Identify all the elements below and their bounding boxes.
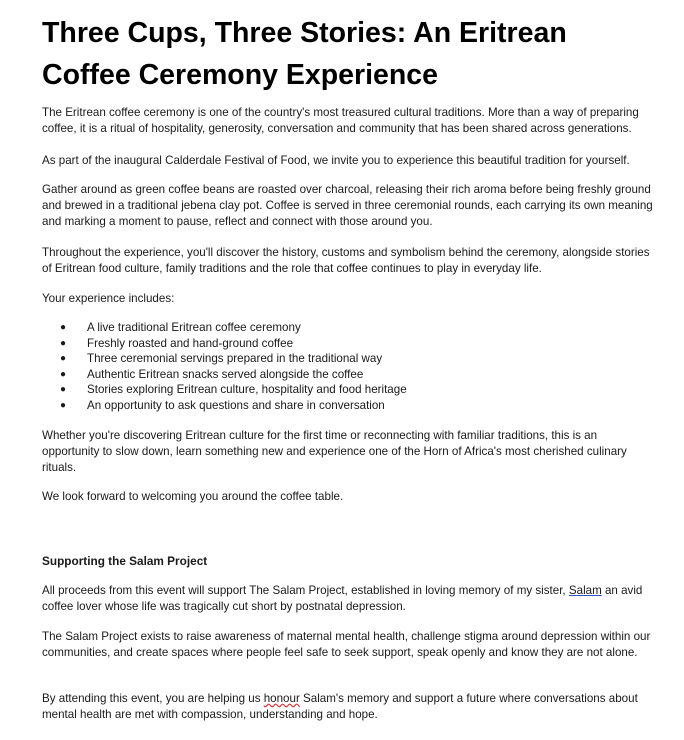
bullet-icon: ● — [60, 368, 67, 380]
bullet-icon: ● — [60, 353, 67, 365]
history-paragraph: Throughout the experience, you'll discover the history, customs and symbolism behind the ceremony, alongside stories of Eritrean food culture, family traditions and the role that coffee continues to play in everyday life. — [42, 246, 650, 275]
list-item-text: Stories exploring Eritrean culture, hospitality and food heritage — [87, 383, 407, 397]
list-item — [60, 398, 620, 414]
ceremony-paragraph: Gather around as green coffee beans are roasted over charcoal, releasing their rich aroma before being freshly ground and brewed in a traditional jebena clay pot. Coffee is served in three ceremonial rounds, each carrying its own meaning and marking a moment to pause, reflect and connect with those around you. — [42, 183, 653, 228]
bullet-icon: ● — [60, 399, 67, 411]
list-item — [60, 351, 620, 367]
list-item-text: An opportunity to ask questions and share in conversation — [87, 398, 385, 412]
includes-label: Your experience includes: — [42, 292, 175, 305]
closing-paragraph: Whether you're discovering Eritrean culture for the first time or reconnecting with familiar traditions, this is an opportunity to slow down, learn something new and experience one of the Horn of Africa's most cherished culinary rituals. — [42, 429, 627, 474]
bullet-icon: ● — [60, 384, 67, 396]
salam-p3-start: By attending this event, you are helping us — [42, 692, 264, 705]
section-heading: Supporting the Salam Project — [42, 554, 208, 568]
festival-paragraph: As part of the inaugural Calderdale Festival of Food, we invite you to experience this beautiful tradition for yourself. — [42, 154, 630, 167]
list-item — [60, 367, 620, 383]
list-item-text: A live traditional Eritrean coffee ceremony — [87, 321, 301, 334]
list-item — [60, 336, 620, 352]
intro-paragraph: The Eritrean coffee ceremony is one of the country's most treasured cultural traditions. More than a way of preparing coffee, it is a ritual of hospitality, generosity, conversation and community that has been shared across generations. — [42, 106, 639, 135]
bullet-icon: ● — [60, 322, 67, 333]
list-item-text: Authentic Eritrean snacks served alongside the coffee — [87, 367, 364, 381]
salam-paragraph-1 — [42, 583, 654, 615]
salam-p3-end: Salam's memory and support a future where conversations about mental health are met with compassion, understanding and hope. — [42, 692, 638, 721]
list-item-text: Freshly roasted and hand-ground coffee — [87, 336, 294, 350]
salam-paragraph-3 — [42, 691, 654, 723]
salam-name: Salam — [568, 584, 602, 597]
welcome-paragraph: We look forward to welcoming you around the coffee table. — [42, 490, 344, 503]
salam-p1-start: All proceeds from this event will support The Salam Project, established in loving memory of my sister, — [42, 584, 569, 597]
includes-list — [60, 320, 620, 414]
document-title: Three Cups, Three Stories: An Eritrean Coffee Ceremony Experience — [42, 17, 567, 91]
list-item-text: Three ceremonial servings prepared in the traditional way — [87, 352, 383, 366]
spellcheck-word: honour — [263, 692, 300, 705]
salam-p1-end: an avid coffee lover whose life was tragically cut short by postnatal depression. — [42, 584, 643, 613]
bullet-icon: ● — [60, 337, 67, 349]
list-item — [60, 320, 620, 336]
salam-paragraph-2: The Salam Project exists to raise awareness of maternal mental health, challenge stigma around depression within our communities, and create spaces where people feel safe to seek support, speak openly and know they are not alone. — [42, 630, 651, 659]
list-item — [60, 382, 620, 398]
